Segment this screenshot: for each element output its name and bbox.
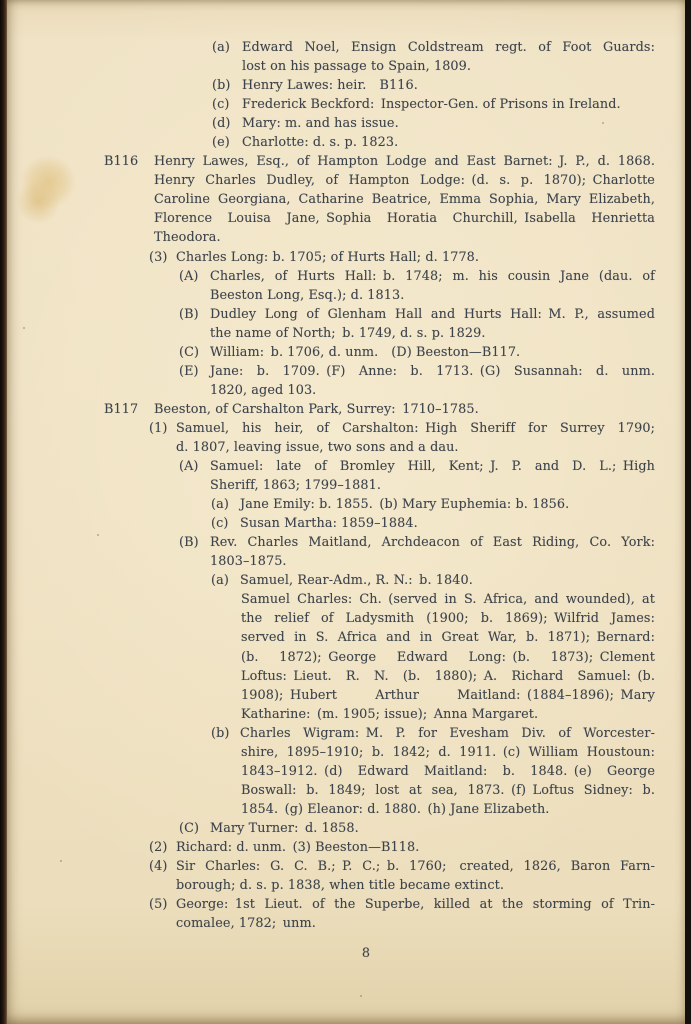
line-label: B117 — [104, 401, 139, 417]
text-line — [241, 667, 655, 686]
line-text: Samuel Charles: Ch. (served in S. Africa, and wounded), at — [241, 592, 655, 608]
page-number: 8 — [361, 946, 371, 961]
line-text: Beeston Long, Esq.); d. 1813. — [210, 287, 405, 303]
text-line — [210, 476, 655, 495]
text-line — [241, 800, 655, 819]
text-line — [104, 400, 655, 419]
line-text: Richard: d. unm. (3) Beeston—B118. — [176, 839, 420, 855]
text-line — [176, 914, 655, 933]
line-label: (B) — [179, 306, 199, 322]
line-label: (E) — [179, 363, 199, 379]
line-text: Sir Charles: G. C. B.; P. C.; b. 1760; created, 1826, Baron Farn- — [176, 859, 655, 875]
line-text: d. 1807, leaving issue, two sons and a dau. — [176, 439, 459, 455]
line-text: Dudley Long of Glenham Hall and Hurts Hall: M. P., assumed — [210, 306, 655, 322]
text-line — [211, 571, 655, 590]
line-label: (2) — [149, 839, 168, 855]
line-text: (b. 1872); George Edward Long: (b. 1873); Clement — [241, 649, 655, 665]
line-text: borough; d. s. p. 1838, when title became extinct. — [176, 878, 505, 894]
page-text — [6, 38, 691, 933]
line-text: Frederick Beckford: Inspector-Gen. of Prisons in Ireland. — [242, 97, 621, 113]
line-text: 1843–1912. (d) Edward Maitland: b. 1848. (e) George — [241, 763, 655, 779]
text-line — [154, 190, 655, 209]
text-line — [241, 628, 655, 647]
line-text: Edward Noel, Ensign Coldstream regt. of Foot Guards: — [242, 40, 655, 55]
line-text: William: b. 1706, d. unm. (D) Beeston—B117. — [210, 344, 521, 360]
text-line — [149, 419, 655, 438]
text-line — [176, 876, 655, 895]
book-page — [6, 0, 685, 1024]
text-line — [104, 152, 655, 171]
text-line — [149, 857, 655, 876]
line-text: 1820, aged 103. — [210, 382, 317, 398]
text-line — [212, 95, 655, 114]
text-line — [211, 724, 655, 743]
text-line — [241, 705, 655, 724]
text-line — [241, 648, 655, 667]
text-line — [212, 114, 655, 133]
line-text: shire, 1895–1910; b. 1842; d. 1911. (c) William Houstoun: — [241, 744, 655, 760]
text-line — [149, 895, 655, 914]
line-text: Loftus: Lieut. R. N. (b. 1880); A. Richard Samuel: (b. — [241, 668, 655, 684]
text-line — [241, 609, 655, 628]
line-label: (3) — [149, 249, 168, 265]
line-label: (d) — [212, 116, 231, 132]
text-line — [179, 819, 655, 838]
text-line — [210, 286, 655, 305]
book-spine-edge — [0, 0, 7, 1024]
line-text: Charles, of Hurts Hall: b. 1748; m. his cousin Jane (dau. of — [210, 268, 655, 284]
line-text: Jane: b. 1709. (F) Anne: b. 1713. (G) Susannah: d. unm. — [210, 363, 655, 379]
line-label: (1) — [149, 420, 168, 436]
text-line — [179, 362, 655, 381]
line-label: B116 — [104, 154, 139, 170]
line-label: (5) — [149, 897, 168, 913]
line-text: Florence Louisa Jane, Sophia Horatia Churchill, Isabella Henrietta — [154, 211, 655, 227]
line-text: Charlotte: d. s. p. 1823. — [242, 135, 399, 151]
text-line — [211, 514, 655, 533]
line-label: (A) — [179, 268, 199, 284]
text-line — [212, 133, 655, 152]
text-line — [241, 686, 655, 705]
line-text: Samuel: late of Bromley Hill, Kent; J. P. and D. L.; High — [210, 459, 655, 475]
line-text: Mary: m. and has issue. — [242, 116, 399, 132]
line-text: Henry Charles Dudley, of Hampton Lodge: (d. s. p. 1870); Charlotte — [154, 173, 655, 189]
text-line — [242, 57, 655, 76]
line-text: Rev. Charles Maitland, Archdeacon of East Riding, Co. York: — [210, 535, 655, 551]
line-text: Beeston, of Carshalton Park, Surrey: 1710–1785. — [154, 401, 479, 417]
line-text: Charles Long: b. 1705; of Hurts Hall; d. 1778. — [176, 249, 480, 265]
paper-speck — [360, 995, 362, 997]
line-label: (e) — [212, 135, 230, 151]
line-text: comalee, 1782; unm. — [176, 916, 316, 932]
line-text: the name of North; b. 1749, d. s. p. 1829. — [210, 325, 486, 341]
text-line — [241, 762, 655, 781]
line-label: (a) — [211, 497, 229, 513]
text-line — [211, 495, 655, 514]
line-text: Caroline Georgiana, Catharine Beatrice, Emma Sophia, Mary Elizabeth, — [154, 192, 655, 208]
line-text: Charles Wigram: M. P. for Evesham Div. of Worcester- — [240, 725, 655, 741]
line-text: Mary Turner: d. 1858. — [210, 820, 359, 836]
line-text: served in S. Africa and in Great War, b. 1871); Bernard: — [241, 630, 655, 646]
text-line — [210, 552, 655, 571]
line-text: Katharine: (m. 1905; issue); Anna Margaret. — [241, 706, 539, 722]
line-text: lost on his passage to Spain, 1809. — [242, 59, 472, 75]
line-label: (A) — [179, 459, 199, 475]
text-line — [149, 838, 655, 857]
line-label: (B) — [179, 535, 199, 551]
text-line — [179, 343, 655, 362]
line-text: Henry Lawes, Esq., of Hampton Lodge and East Barnet: J. P., d. 1868. — [154, 154, 655, 170]
line-text: the relief of Ladysmith (1900; b. 1869); Wilfrid James: — [241, 611, 655, 627]
line-text: Samuel, his heir, of Carshalton: High Sheriff for Surrey 1790; — [176, 420, 655, 436]
line-label: (c) — [211, 516, 229, 532]
line-label: (C) — [179, 820, 200, 836]
line-label: (4) — [149, 859, 168, 875]
line-label: (c) — [212, 97, 230, 113]
line-label: (b) — [212, 78, 231, 94]
line-text: 1908); Hubert Arthur Maitland: (1884–1896); Mary — [241, 687, 655, 703]
line-text: Theodora. — [154, 230, 221, 246]
text-line — [241, 781, 655, 800]
text-line — [179, 457, 655, 476]
text-line — [154, 209, 655, 228]
line-label: (a) — [212, 40, 230, 55]
text-line — [212, 76, 655, 95]
line-text: 1854. (g) Eleanor: d. 1880. (h) Jane Elizabeth. — [241, 801, 550, 817]
text-line — [179, 267, 655, 286]
line-text: Sheriff, 1863; 1799–1881. — [210, 478, 381, 494]
text-line — [210, 381, 655, 400]
line-label: (a) — [211, 573, 229, 589]
text-line — [179, 533, 655, 552]
text-line — [241, 590, 655, 609]
text-line — [179, 305, 655, 324]
text-line — [154, 228, 655, 247]
line-text: Boswall: b. 1849; lost at sea, 1873. (f) Loftus Sidney: b. — [241, 782, 655, 798]
text-line — [210, 324, 655, 343]
line-text: Susan Martha: 1859–1884. — [240, 516, 418, 532]
line-label: (b) — [211, 725, 230, 741]
line-text: 1803–1875. — [210, 554, 287, 570]
line-text: Henry Lawes: heir. B116. — [242, 78, 418, 94]
line-text: Jane Emily: b. 1855. (b) Mary Euphemia: b. 1856. — [240, 497, 570, 513]
text-line — [241, 743, 655, 762]
text-line — [212, 38, 655, 57]
line-text: Samuel, Rear-Adm., R. N.: b. 1840. — [240, 573, 473, 589]
text-line — [176, 438, 655, 457]
line-label: (C) — [179, 344, 200, 360]
text-line — [154, 171, 655, 190]
line-text: George: 1st Lieut. of the Superbe, killed at the storming of Trin- — [176, 897, 655, 913]
text-line — [149, 248, 655, 267]
